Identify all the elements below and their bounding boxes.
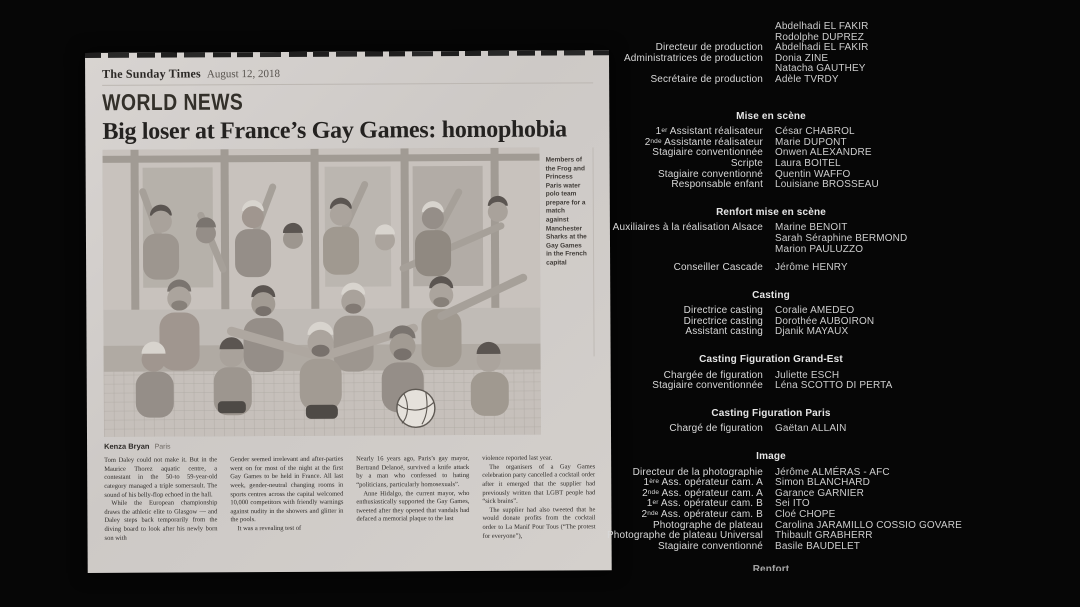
credit-role-label bbox=[598, 245, 763, 256]
newspaper-section-label: WORLD NEWS bbox=[102, 88, 244, 116]
newspaper-masthead bbox=[102, 64, 593, 82]
credit-role-label: Stagiaire conventionnée bbox=[652, 147, 763, 159]
article-paragraph: While the European championship draws the athletic elite to Glasgow — and Daley steps back temporarily from the diving board to look after his newly born son with bbox=[104, 499, 218, 542]
credit-person-name: Marie DUPONT bbox=[775, 136, 847, 148]
credits-row bbox=[598, 245, 1018, 256]
article-paragraph: Anne Hidalgo, the current mayor, who enthusiastically supported the Gay Games, tweeted after they opened that vandals had defaced a memorial plaque to the last bbox=[356, 489, 470, 524]
credit-person-name: Carolina JARAMILLO COSSIO GOVARE bbox=[775, 519, 962, 531]
credit-role-label: Scripte bbox=[730, 157, 763, 169]
credits-row bbox=[598, 234, 1018, 245]
credits-section-header: Casting Figuration Paris bbox=[711, 407, 831, 419]
credit-role-label: 1er Assistant réalisateur bbox=[655, 126, 763, 138]
credits-row bbox=[598, 510, 1018, 521]
credit-role-label: Directrice casting bbox=[683, 305, 763, 317]
credits-section bbox=[598, 452, 1018, 552]
credit-person-name: Jérôme ALMÉRAS - AFC bbox=[775, 466, 890, 478]
newspaper-clipping bbox=[85, 50, 612, 573]
credit-role-label: Photographe de plateau bbox=[652, 519, 763, 531]
credits-section-header: Renfort mise en scène bbox=[716, 206, 826, 218]
newspaper-headline: Big loser at France’s Gay Games: homophobia bbox=[102, 116, 567, 145]
article-column bbox=[230, 456, 344, 573]
credit-role-label: Chargé de figuration bbox=[669, 423, 763, 435]
article-paragraph: violence reported last year. bbox=[482, 454, 553, 462]
credit-role-label: 1er Ass. opérateur cam. B bbox=[646, 498, 763, 510]
credit-person-name: Jérôme HENRY bbox=[775, 262, 848, 274]
credits-row bbox=[598, 424, 1018, 435]
credit-role-label: Directeur de production bbox=[655, 42, 763, 54]
credits-section-header: Casting Figuration Grand-Est bbox=[699, 354, 843, 366]
credits-section bbox=[598, 565, 1018, 571]
credits-row bbox=[598, 381, 1018, 392]
credit-role-label: Chargée de figuration bbox=[663, 369, 763, 381]
article-paragraph: Gender seemed irrelevant and after-parties went on for most of the night at the first Gay Games to be held in France. All last week, gender-neutral changing rooms in sports centres across the capital welcomed 10,000 competitors with friendly warnings against nudity in the showers and glitter in the pools. bbox=[230, 455, 344, 524]
torn-paper-edge bbox=[85, 50, 609, 58]
credit-role-label: Conseiller Cascade bbox=[673, 262, 763, 274]
masthead-date: August 12, 2018 bbox=[206, 67, 280, 81]
credit-person-name: Sei ITO bbox=[775, 498, 810, 510]
credit-person-name: Quentin WAFFO bbox=[775, 168, 851, 180]
byline-author: Kenza Bryan bbox=[104, 441, 150, 451]
credit-role-label: Auxiliaires à la réalisation Alsace bbox=[612, 222, 763, 234]
credit-role-label: Responsable enfant bbox=[671, 179, 763, 191]
credit-role-label bbox=[598, 234, 763, 245]
credits-section-header: Image bbox=[756, 451, 786, 463]
article-columns bbox=[104, 454, 596, 573]
credit-person-name: Onwen ALEXANDRE bbox=[775, 147, 872, 159]
credits-section bbox=[598, 22, 1018, 86]
credits-section bbox=[598, 355, 1018, 392]
article-column bbox=[104, 456, 218, 573]
credits-row bbox=[598, 263, 1018, 274]
credit-role-label bbox=[598, 22, 763, 33]
water-polo-team-illustration bbox=[103, 148, 541, 437]
credits-row bbox=[598, 180, 1018, 191]
credits-section bbox=[598, 409, 1018, 435]
credit-role-label: Stagiaire conventionné bbox=[657, 168, 763, 180]
credits-section bbox=[598, 291, 1018, 338]
article-paragraph: Tom Daley could not make it. But in the Maurice Thorez aquatic centre, a contestant in the 50-to 59-year-old category managed a triple somersault. The sound of his belly-flop echoed in the hall. bbox=[104, 456, 218, 499]
credit-person-name: Djanik MAYAUX bbox=[775, 326, 849, 338]
credits-section bbox=[598, 208, 1018, 274]
masthead-rule bbox=[102, 82, 593, 86]
credit-role-label: 1ère Ass. opérateur cam. A bbox=[643, 477, 763, 489]
photo-row bbox=[103, 147, 595, 437]
credit-role-label: 2nde Ass. opérateur cam. B bbox=[641, 509, 763, 520]
credit-role-label: 2nde Ass. opérateur cam. A bbox=[642, 487, 763, 499]
byline-location: Paris bbox=[154, 443, 171, 451]
credit-person-name: Juliette ESCH bbox=[775, 369, 840, 381]
credits-row bbox=[598, 327, 1018, 338]
article-paragraph: Nearly 16 years ago, Paris’s gay mayor, Bertrand Delanoë, survived a knife attack by a man who confessed to hating “politicians, particularly homosexuals”. bbox=[356, 454, 470, 489]
credit-person-name: Léna SCOTTO DI PERTA bbox=[775, 380, 893, 392]
photo-caption: Members of the Frog and Princess Paris water polo team prepare for a match against Manchester Sharks at the Gay Games in the French capital bbox=[546, 147, 595, 356]
credits-row bbox=[598, 22, 1018, 33]
credits-roll bbox=[598, 22, 1018, 571]
credit-role-label: Administratrices de production bbox=[623, 52, 763, 64]
article-paragraph: The organisers of a Gay Games celebration party cancelled a cocktail order after it emerged that the supplier had previously written that LGBT people had “sick brains”. bbox=[482, 462, 596, 506]
credit-person-name: Abdelhadi EL FAKIR bbox=[775, 42, 869, 54]
credit-person-name: Coralie AMEDEO bbox=[775, 305, 855, 317]
credit-role-label: Photographe de plateau Universal bbox=[606, 530, 763, 542]
credit-person-name: César CHABROL bbox=[775, 126, 855, 138]
credit-person-name: Donia ZINE bbox=[775, 52, 829, 64]
masthead-title: The Sunday Times bbox=[102, 66, 201, 81]
credit-role-label: Assistant casting bbox=[685, 326, 763, 338]
credit-person-name: Adèle TVRDY bbox=[775, 73, 839, 85]
article-paragraph: The supplier had also tweeted that he would donate profits from the cocktail order to La Manif Pour Tous (“The protest for everyone”), bbox=[482, 506, 596, 540]
credits-section-header: Casting bbox=[752, 289, 790, 301]
credits-section-header: Mise en scène bbox=[736, 110, 806, 122]
credit-role-label: Directeur de la photographie bbox=[632, 466, 763, 478]
credit-person-name: Thibault GRABHERR bbox=[775, 530, 873, 542]
credit-role-label: 2nde Assistante réalisateur bbox=[644, 136, 763, 148]
credits-section bbox=[598, 112, 1018, 191]
credit-person-name: Rodolphe DUPREZ bbox=[775, 31, 864, 43]
article-paragraph: It was a revealing test of bbox=[237, 524, 302, 533]
credits-row bbox=[598, 75, 1018, 86]
newspaper-photo bbox=[103, 148, 541, 437]
credit-person-name: Abdelhadi EL FAKIR bbox=[775, 21, 869, 32]
credit-person-name: Laura BOITEL bbox=[775, 157, 841, 169]
credits-row bbox=[598, 542, 1018, 553]
credit-role-label: Directrice casting bbox=[683, 315, 763, 327]
credit-person-name: Marion PAULUZZO bbox=[775, 243, 864, 255]
credit-person-name: Marine BENOIT bbox=[775, 222, 848, 234]
credit-person-name: Simon BLANCHARD bbox=[775, 477, 871, 489]
byline bbox=[104, 439, 595, 451]
credit-person-name: Gaëtan ALLAIN bbox=[775, 423, 847, 435]
credit-person-name: Louisiane BROSSEAU bbox=[775, 179, 879, 191]
credit-role-label: Stagiaire conventionné bbox=[657, 540, 763, 552]
credit-person-name: Garance GARNIER bbox=[775, 487, 864, 499]
credits-section-header: Renfort bbox=[752, 565, 790, 572]
article-column bbox=[482, 454, 596, 573]
credits-row bbox=[598, 159, 1018, 170]
credit-person-name: Cloé CHOPE bbox=[775, 509, 836, 520]
credit-person-name: Dorothée AUBOIRON bbox=[775, 315, 875, 327]
credit-person-name: Sarah Séraphine BERMOND bbox=[775, 232, 908, 244]
article-column bbox=[356, 455, 470, 573]
credit-role-label: Secrétaire de production bbox=[650, 73, 763, 85]
credit-role-label: Stagiaire conventionnée bbox=[652, 380, 763, 392]
credit-person-name: Basile BAUDELET bbox=[775, 540, 861, 552]
credit-person-name: Natacha GAUTHEY bbox=[775, 63, 866, 75]
